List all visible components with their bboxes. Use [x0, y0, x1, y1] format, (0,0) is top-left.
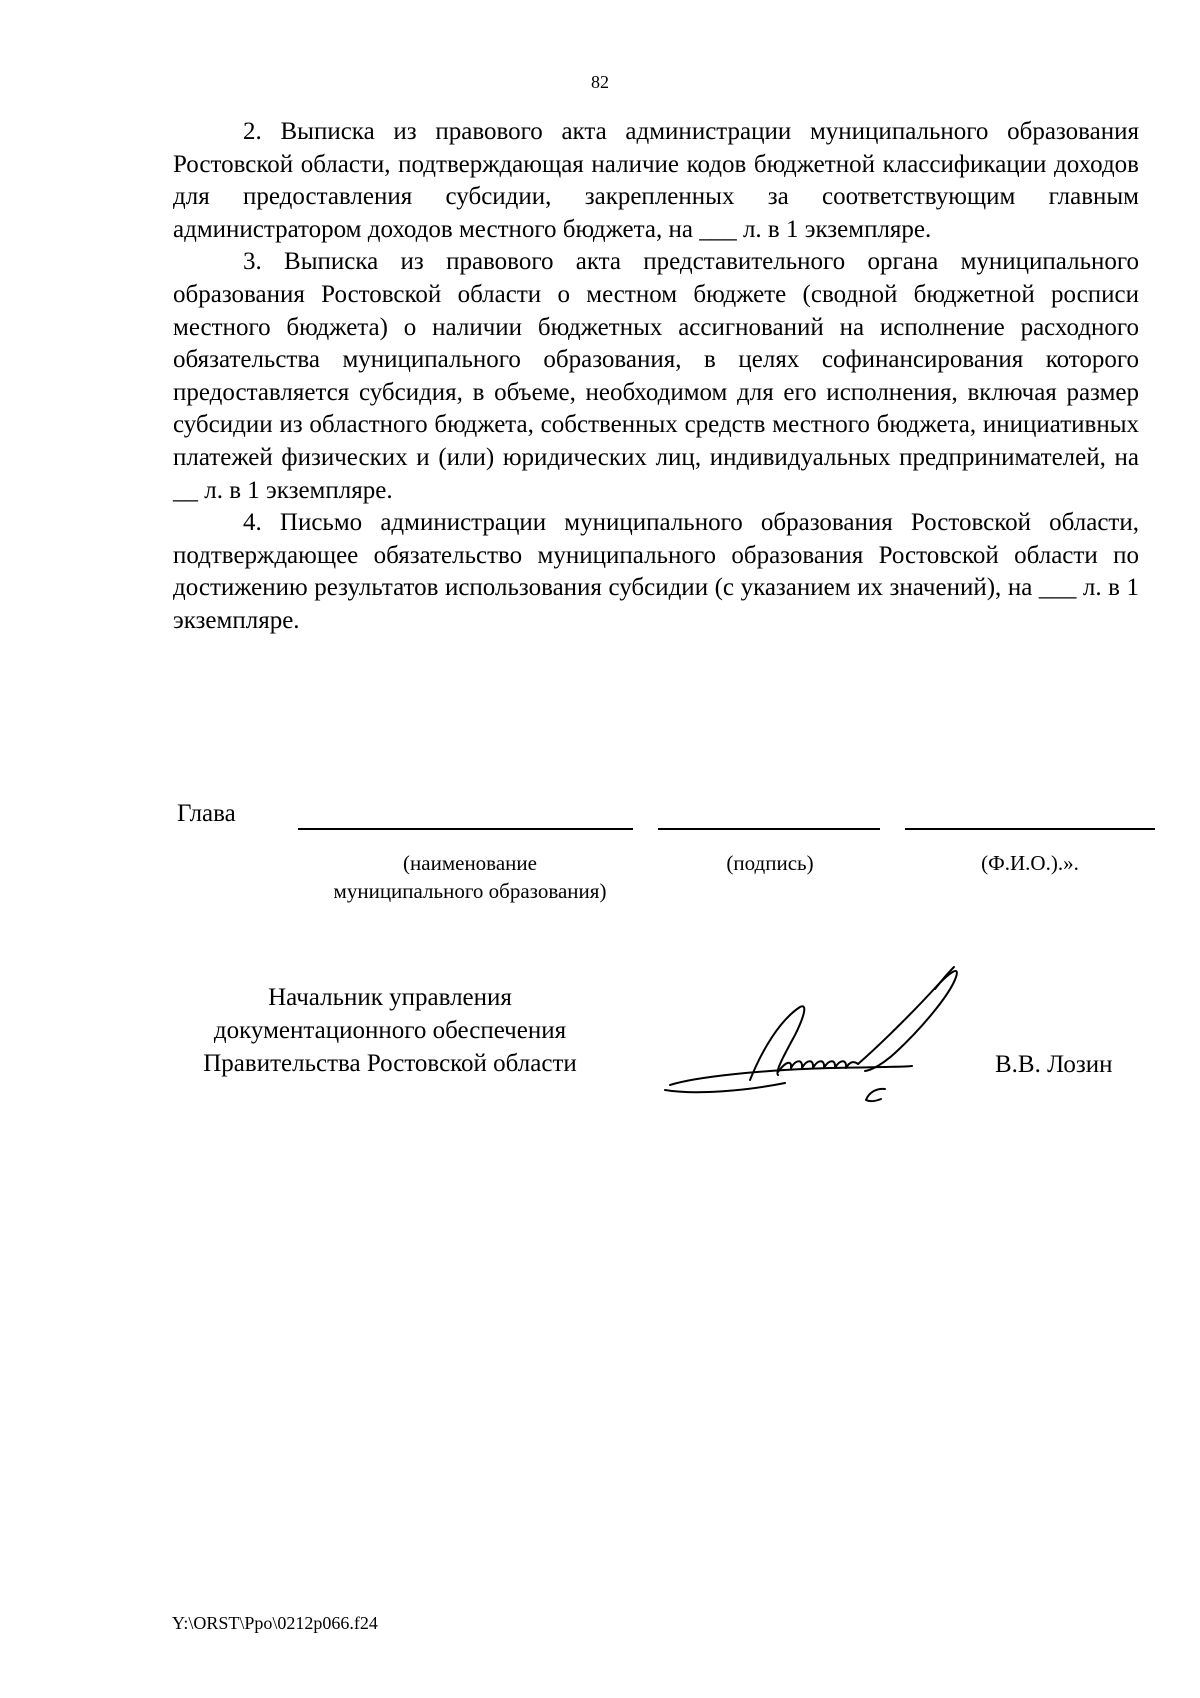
fio-line: [905, 828, 1155, 830]
paragraph-item-2: 2. Выписка из правового акта администрации муниципального образования Ростовской области, подтверждающая наличие кодов бюджетной классификации доходов для предоставления субсидии, закрепленных за соответствующим главным администратором доходов местного бюджета, на ___ л. в 1 экземпляре.: [173, 118, 1139, 243]
official-title-line3: Правительства Ростовской области: [203, 1050, 577, 1077]
official-name: В.В. Лозин: [995, 1051, 1113, 1078]
caption-signature: (подпись): [726, 851, 814, 875]
municipality-name-line: [298, 828, 633, 830]
caption-name-line2: муниципального образования): [333, 879, 607, 903]
caption-fio: (Ф.И.О.).».: [981, 851, 1079, 875]
signature-line: [658, 828, 880, 830]
official-title-line2: документационного обеспечения: [213, 1017, 567, 1044]
official-title: [165, 981, 615, 1080]
handwritten-signature: [650, 955, 980, 1105]
document-body: [173, 116, 1139, 638]
paragraph-item-3: 3. Выписка из правового акта представительного органа муниципального образования Ростовской области о местном бюджете (сводной бюджетной росписи местного бюджета) о наличии бюджетных ассигнований на исполнение расходного обязательства муниципального образования, в целях софинансирования которого предоставляется субсидия, в объеме, необходимом для его исполнения, включая размер субсидии из областного бюджета, собственных средств местного бюджета, инициативных платежей физических и (или) юридических лиц, индивидуальных предпринимателей, на __ л. в 1 экземпляре.: [173, 248, 1139, 504]
caption-name-line1: (наименование: [403, 851, 537, 875]
paragraph-item-4: 4. Письмо администрации муниципального образования Ростовской области, подтверждающее обязательство муниципального образования Ростовской области по достижению результатов использования субсидии (с указанием их значений), на ___ л. в 1 экземпляре.: [173, 509, 1139, 634]
caption-municipality-name: [290, 849, 650, 905]
page-number: 82: [591, 72, 609, 92]
file-path: Y:\ORST\Ppo\0212p066.f24: [172, 1613, 378, 1633]
official-title-line1: Начальник управления: [268, 984, 512, 1011]
head-label: Глава: [177, 800, 236, 827]
